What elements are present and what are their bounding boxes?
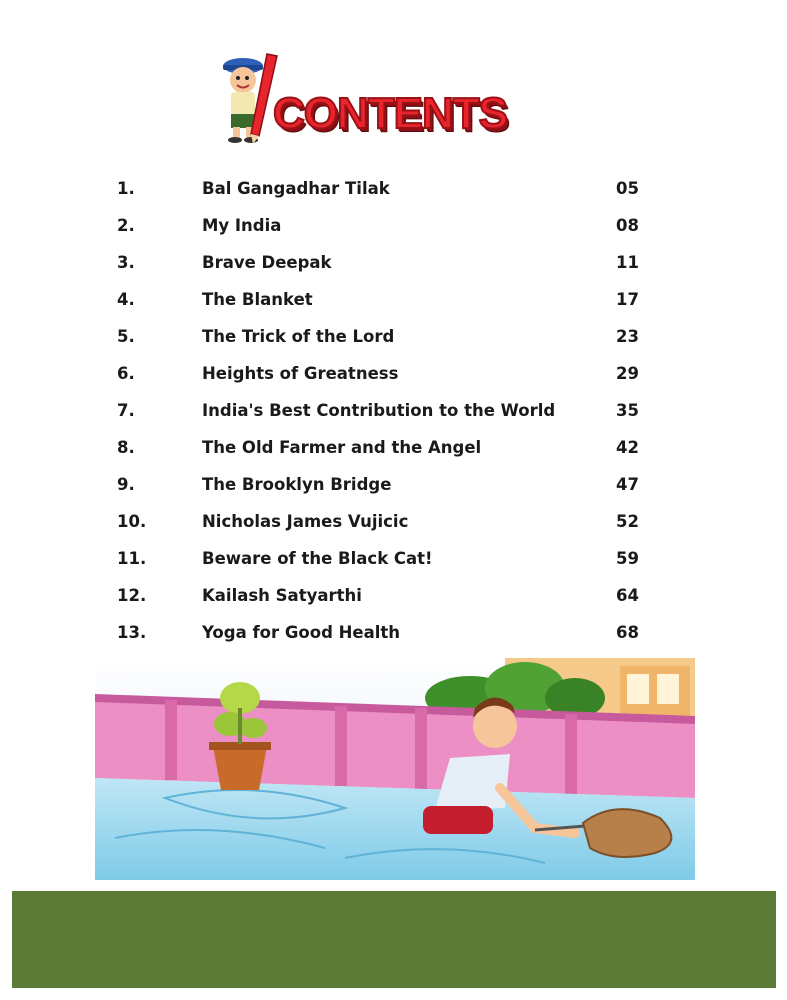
chapter-title: Beware of the Black Cat!: [202, 549, 433, 568]
chapter-number: 3.: [117, 253, 135, 272]
chapter-title: The Brooklyn Bridge: [202, 475, 392, 494]
page-title: CONTENTS: [273, 89, 507, 138]
chapter-title: India's Best Contribution to the World: [202, 401, 556, 420]
toc-row[interactable]: [0, 577, 787, 614]
toc-row[interactable]: [0, 429, 787, 466]
page-number: 23: [616, 327, 639, 346]
toc-row[interactable]: [0, 244, 787, 281]
chapter-number: 2.: [117, 216, 135, 235]
page-number: 59: [616, 549, 639, 568]
page-number: 35: [616, 401, 639, 420]
toc-row[interactable]: [0, 540, 787, 577]
toc-row[interactable]: [0, 207, 787, 244]
toc-row[interactable]: [0, 281, 787, 318]
chapter-number: 13.: [117, 623, 147, 642]
flooded-rooftop-scene: [95, 658, 695, 880]
chapter-number: 8.: [117, 438, 135, 457]
chapter-number: 10.: [117, 512, 147, 531]
toc-row[interactable]: [0, 170, 787, 207]
chapter-number: 7.: [117, 401, 135, 420]
chapter-title: The Blanket: [202, 290, 313, 309]
chapter-number: 4.: [117, 290, 135, 309]
chapter-number: 9.: [117, 475, 135, 494]
chapter-number: 1.: [117, 179, 135, 198]
toc-row[interactable]: [0, 466, 787, 503]
toc-row[interactable]: [0, 355, 787, 392]
chapter-number: 6.: [117, 364, 135, 383]
chapter-title: Heights of Greatness: [202, 364, 399, 383]
page-number: 52: [616, 512, 639, 531]
chapter-title: Kailash Satyarthi: [202, 586, 362, 605]
contents-header: [215, 52, 525, 147]
page-number: 08: [616, 216, 639, 235]
page-number: 42: [616, 438, 639, 457]
page-number: 64: [616, 586, 639, 605]
chapter-title: Brave Deepak: [202, 253, 332, 272]
chapter-title: My India: [202, 216, 282, 235]
chapter-title: The Old Farmer and the Angel: [202, 438, 482, 457]
chapter-title: Yoga for Good Health: [202, 623, 401, 642]
page-number: 17: [616, 290, 639, 309]
page-number: 05: [616, 179, 639, 198]
toc-row[interactable]: [0, 318, 787, 355]
page-number: 29: [616, 364, 639, 383]
chapter-title: Nicholas James Vujicic: [202, 512, 409, 531]
page-number: 11: [616, 253, 639, 272]
toc-row[interactable]: [0, 392, 787, 429]
footer-bar: [12, 891, 776, 988]
page-number: 47: [616, 475, 639, 494]
page-number: 68: [616, 623, 639, 642]
chapter-number: 5.: [117, 327, 135, 346]
chapter-title: Bal Gangadhar Tilak: [202, 179, 390, 198]
toc-row[interactable]: [0, 614, 787, 651]
chapter-number: 12.: [117, 586, 147, 605]
chapter-number: 11.: [117, 549, 147, 568]
chapter-title: The Trick of the Lord: [202, 327, 395, 346]
toc-row[interactable]: [0, 503, 787, 540]
